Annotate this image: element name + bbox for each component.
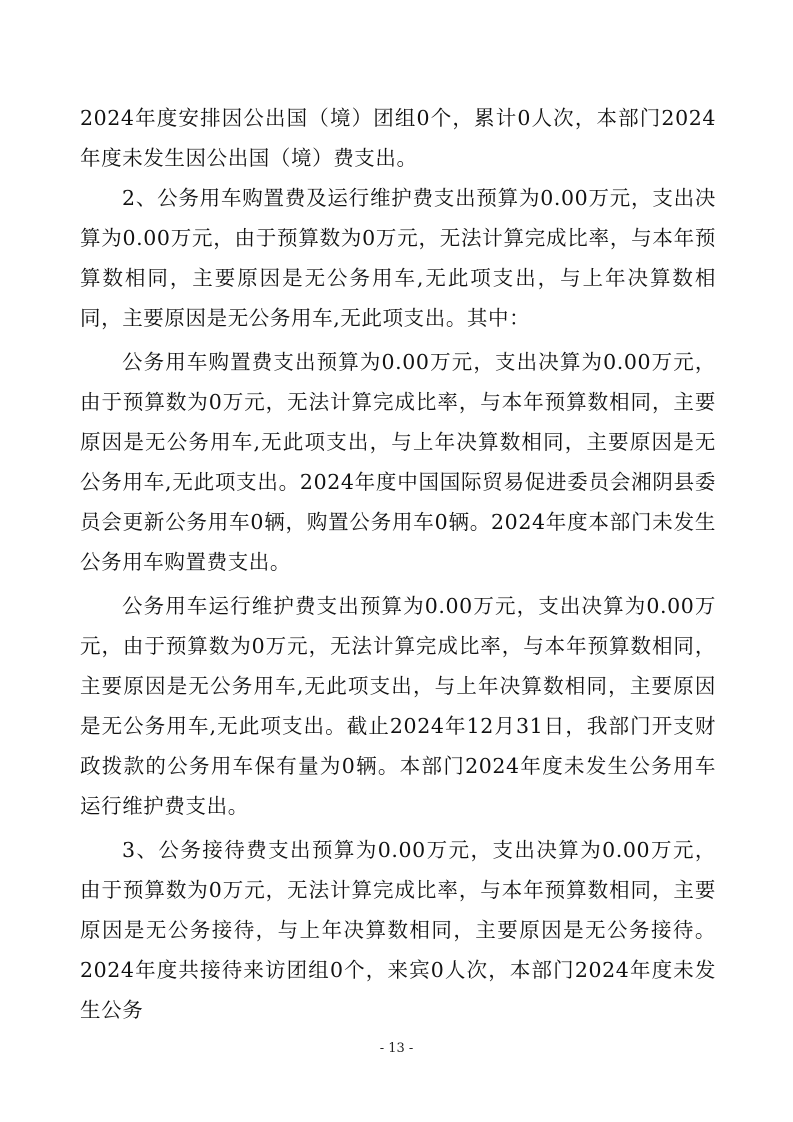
- paragraph-official-reception: 3、公务接待费支出预算为0.00万元，支出决算为0.00万元，由于预算数为0万元，无法计算完成比率，与本年预算数相同，主要原因是无公务接待，与上年决算数相同，主要原因是无公务接待。2024年度共接待来访团组0个，来宾0人次，本部门2024年度未发生公务: [80, 838, 716, 1022]
- page-number: - 13 -: [379, 1041, 414, 1056]
- paragraph-overseas-travel-continued: 2024年度安排因公出国（境）团组0个，累计0人次，本部门2024年度未发生因公出国（境）费支出。: [80, 106, 716, 170]
- paragraph-official-vehicle-summary: 2、公务用车购置费及运行维护费支出预算为0.00万元，支出决算为0.00万元，由于预算数为0万元，无法计算完成比率，与本年预算数相同，主要原因是无公务用车,无此项支出，与上年决算数相同，主要原因是无公务用车,无此项支出。其中：: [80, 186, 716, 330]
- paragraph-vehicle-maintenance: 公务用车运行维护费支出预算为0.00万元，支出决算为0.00万元，由于预算数为0万元，无法计算完成比率，与本年预算数相同，主要原因是无公务用车,无此项支出，与上年决算数相同，主要原因是无公务用车,无此项支出。截止2024年12月31日，我部门开支财政拨款的公务用车保有量为0辆。本部门2024年度未发生公务用车运行维护费支出。: [80, 594, 716, 818]
- paragraph-vehicle-purchase: 公务用车购置费支出预算为0.00万元，支出决算为0.00万元，由于预算数为0万元，无法计算完成比率，与本年预算数相同，主要原因是无公务用车,无此项支出，与上年决算数相同，主要原因是无公务用车,无此项支出。2024年度中国国际贸易促进委员会湘阴县委员会更新公务用车0辆，购置公务用车0辆。2024年度本部门未发生公务用车购置费支出。: [80, 350, 716, 574]
- document-body: [80, 98, 716, 1030]
